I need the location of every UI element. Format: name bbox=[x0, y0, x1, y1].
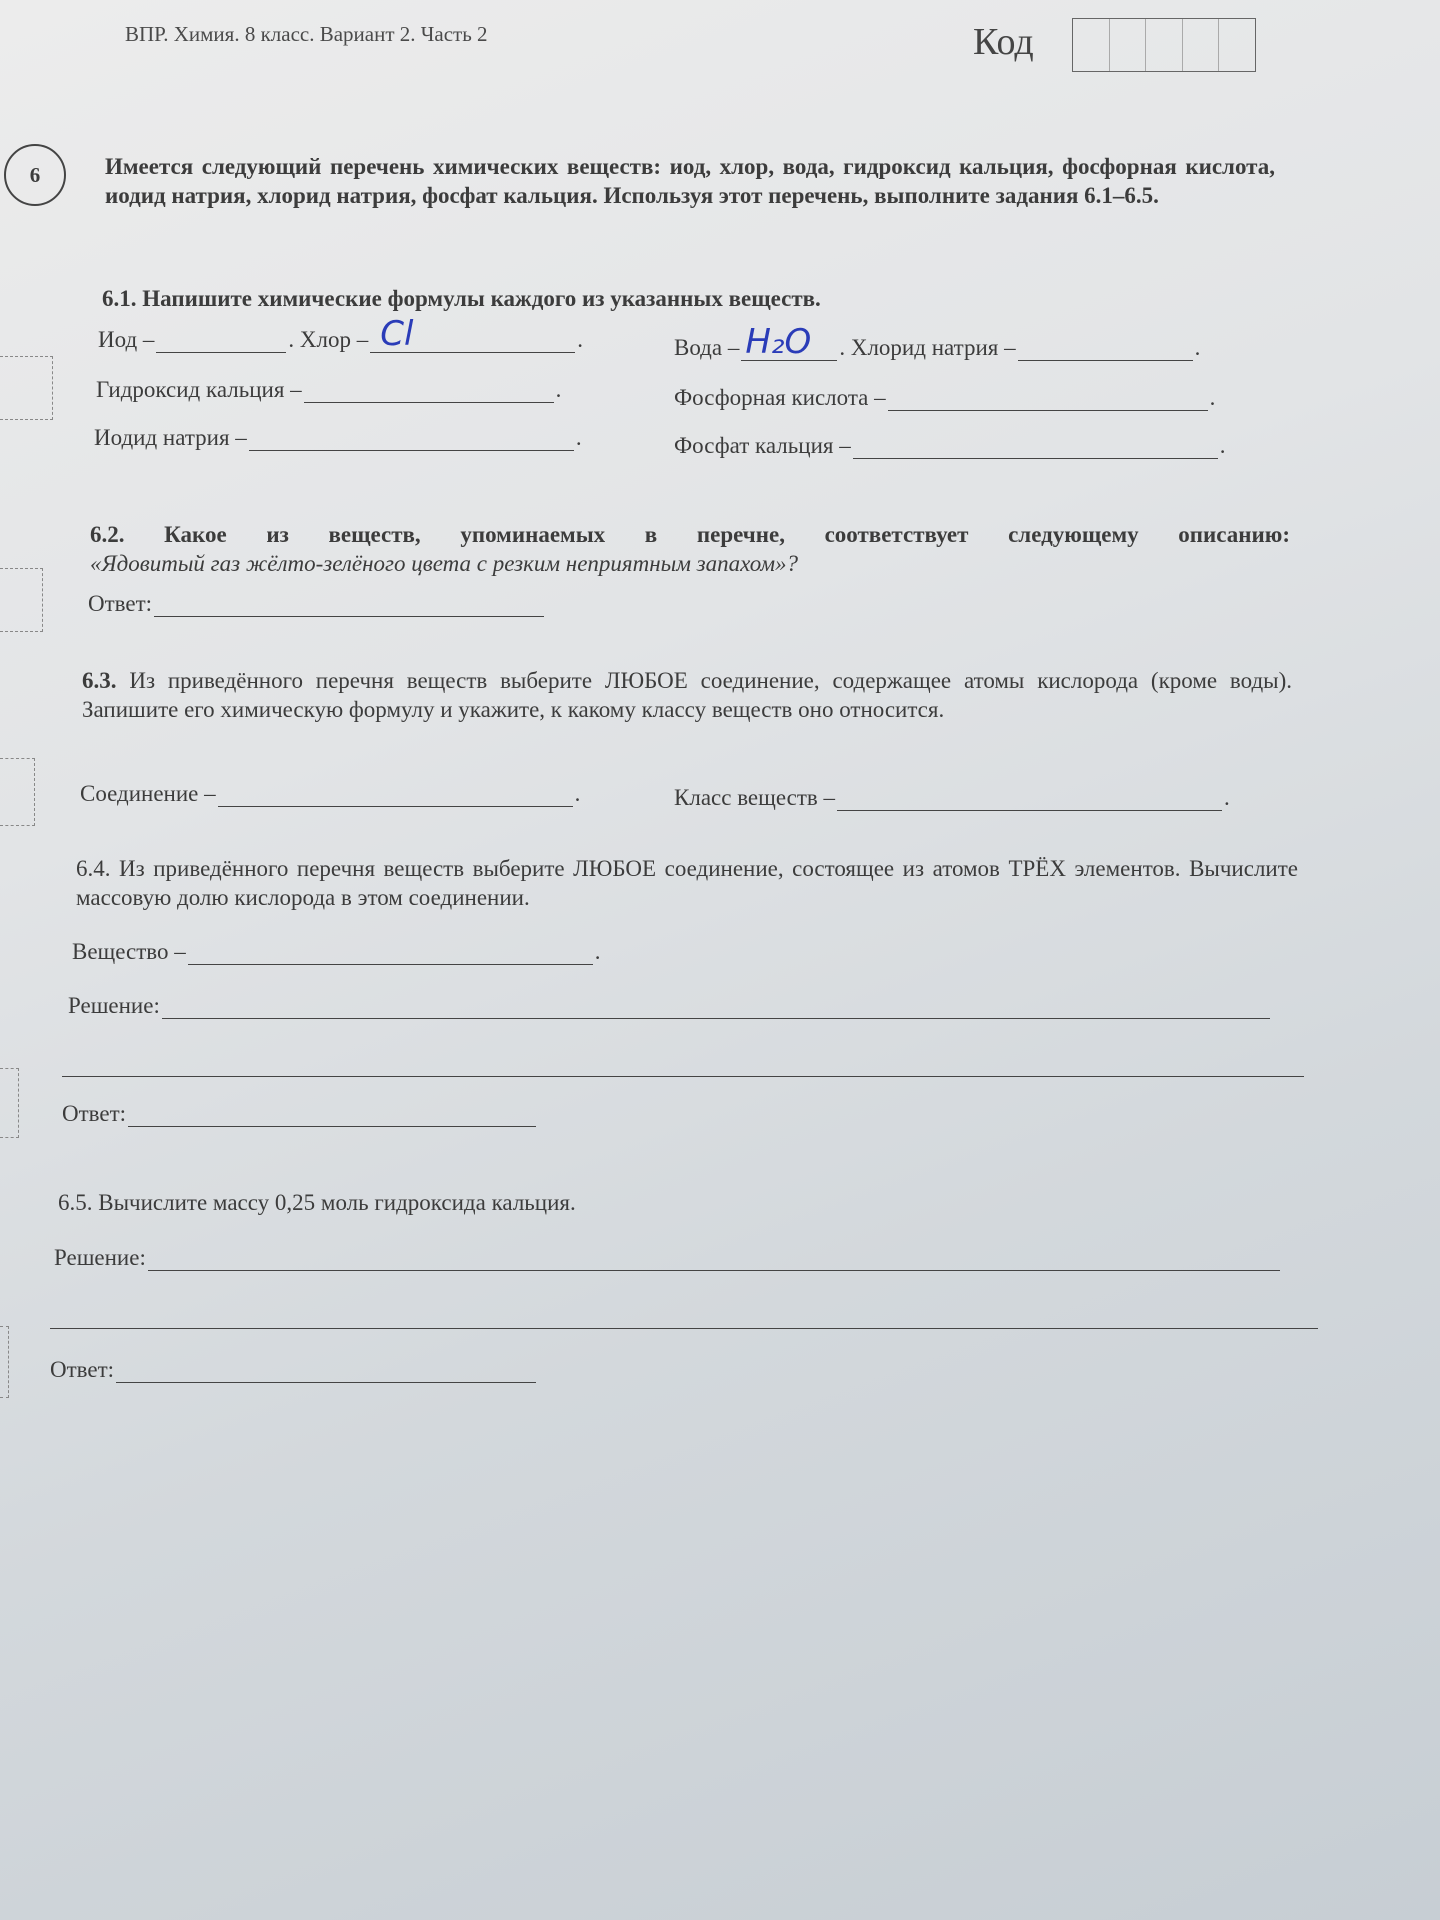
voda-field[interactable] bbox=[741, 322, 837, 362]
chlor-field[interactable] bbox=[370, 314, 575, 354]
iod-field[interactable] bbox=[156, 326, 286, 353]
class-field[interactable] bbox=[837, 784, 1222, 811]
q62-answer-field[interactable] bbox=[154, 590, 544, 617]
q61-row3-left bbox=[94, 424, 582, 451]
q63-title bbox=[82, 666, 1292, 724]
q64-answer-row bbox=[62, 1100, 538, 1127]
task-intro: Имеется следующий перечень химических веществ: иод, хлор, вода, гидроксид кальция, фосфорная кислота, иодид натрия, хлорид натрия, фосфат кальция. Используя этот перечень, выполните задания 6.1–6.5. bbox=[105, 154, 1275, 208]
q65-answer-field[interactable] bbox=[116, 1356, 536, 1383]
page-header: ВПР. Химия. 8 класс. Вариант 2. Часть 2 bbox=[125, 22, 488, 46]
q64-solution-label: Решение: bbox=[68, 993, 160, 1018]
dot: . bbox=[1194, 335, 1201, 360]
q62-answer-label: Ответ: bbox=[88, 591, 153, 616]
dot: . bbox=[574, 781, 581, 806]
q65-solution-row bbox=[54, 1244, 1282, 1271]
class-label: Класс веществ – bbox=[674, 785, 835, 810]
q64-title: 6.4. Из приведённого перечня веществ выберите ЛЮБОЕ соединение, состоящее из атомов ТРЁХ элементов. Вычислите массовую долю кислорода в этом соединении. bbox=[76, 856, 1298, 910]
q63-class-row bbox=[674, 784, 1230, 811]
iodid-field[interactable] bbox=[249, 424, 574, 451]
score-box-6-4[interactable] bbox=[0, 1068, 19, 1138]
q61-row3-right bbox=[674, 432, 1225, 459]
dot: . bbox=[594, 939, 601, 964]
iod-label: Иод – bbox=[98, 327, 155, 352]
q63-num: 6.3. bbox=[82, 668, 117, 693]
gidroksid-field[interactable] bbox=[304, 376, 554, 403]
fosf-kisl-field[interactable] bbox=[888, 384, 1208, 411]
kod-box[interactable] bbox=[1072, 18, 1256, 72]
q65-title: 6.5. Вычислите массу 0,25 моль гидроксида кальция. bbox=[58, 1190, 576, 1215]
dot: . bbox=[555, 377, 562, 402]
q61-row1-right bbox=[674, 322, 1201, 362]
compound-label: Соединение – bbox=[80, 781, 216, 806]
q64-solution-row bbox=[68, 992, 1272, 1019]
score-box-6-5[interactable] bbox=[0, 1326, 9, 1398]
fosfat-label: Фосфат кальция – bbox=[674, 433, 851, 458]
task-number: 6 bbox=[4, 144, 66, 206]
q64-solution-field[interactable] bbox=[162, 992, 1270, 1019]
q65-solution-line-2[interactable] bbox=[50, 1328, 1318, 1329]
dot: . bbox=[1209, 385, 1216, 410]
q65-solution-field[interactable] bbox=[148, 1244, 1280, 1271]
q61-row1-left bbox=[98, 314, 583, 354]
q62-question: 6.2. Какое из веществ, упоминаемых в перечне, соответствует следующему описанию: bbox=[90, 522, 1290, 547]
q65-answer-row bbox=[50, 1356, 538, 1383]
chlor-handwritten: Cl bbox=[380, 314, 414, 354]
q64-answer-label: Ответ: bbox=[62, 1101, 127, 1126]
voda-handwritten: H₂O bbox=[745, 322, 812, 362]
dot: . bbox=[1224, 785, 1230, 810]
q61-row2-left bbox=[96, 376, 561, 403]
iodid-label: Иодид натрия – bbox=[94, 425, 247, 450]
compound-field[interactable] bbox=[218, 780, 573, 807]
q62-quote: «Ядовитый газ жёлто-зелёного цвета с резким неприятным запахом»? bbox=[90, 551, 799, 576]
q62-answer-row bbox=[88, 590, 546, 617]
score-box-6-2[interactable] bbox=[0, 568, 43, 632]
q64-substance-row bbox=[72, 938, 601, 965]
dot: . bbox=[1219, 433, 1226, 458]
dot: . bbox=[575, 425, 582, 450]
gidroksid-label: Гидроксид кальция – bbox=[96, 377, 302, 402]
fosf-kisl-label: Фосфорная кислота – bbox=[674, 385, 886, 410]
score-box-6-3[interactable] bbox=[0, 758, 35, 826]
voda-label: Вода – bbox=[674, 335, 740, 360]
q64-solution-line-2[interactable] bbox=[62, 1076, 1304, 1077]
q64-answer-field[interactable] bbox=[128, 1100, 536, 1127]
q61-row2-right bbox=[674, 384, 1215, 411]
score-box-6-1[interactable] bbox=[0, 356, 53, 420]
substance-label: Вещество – bbox=[72, 939, 186, 964]
q65-solution-label: Решение: bbox=[54, 1245, 146, 1270]
kod-label: Код bbox=[973, 21, 1034, 63]
chlor-label: . Хлор – bbox=[288, 327, 369, 352]
q63-compound-row bbox=[80, 780, 580, 807]
fosfat-field[interactable] bbox=[853, 432, 1218, 459]
dot: . bbox=[577, 327, 583, 352]
chlorid-field[interactable] bbox=[1018, 334, 1193, 361]
q63-text: Из приведённого перечня веществ выберите ЛЮБОЕ соединение, содержащее атомы кислорода (кроме воды). Запишите его химическую формулу и укажите, к какому классу веществ оно относится. bbox=[82, 668, 1293, 722]
q62-title bbox=[90, 520, 1290, 578]
q65-answer-label: Ответ: bbox=[50, 1357, 115, 1382]
q61-title: 6.1. Напишите химические формулы каждого из указанных веществ. bbox=[102, 286, 821, 311]
substance-field[interactable] bbox=[188, 938, 593, 965]
chlorid-label: . Хлорид натрия – bbox=[839, 335, 1016, 360]
